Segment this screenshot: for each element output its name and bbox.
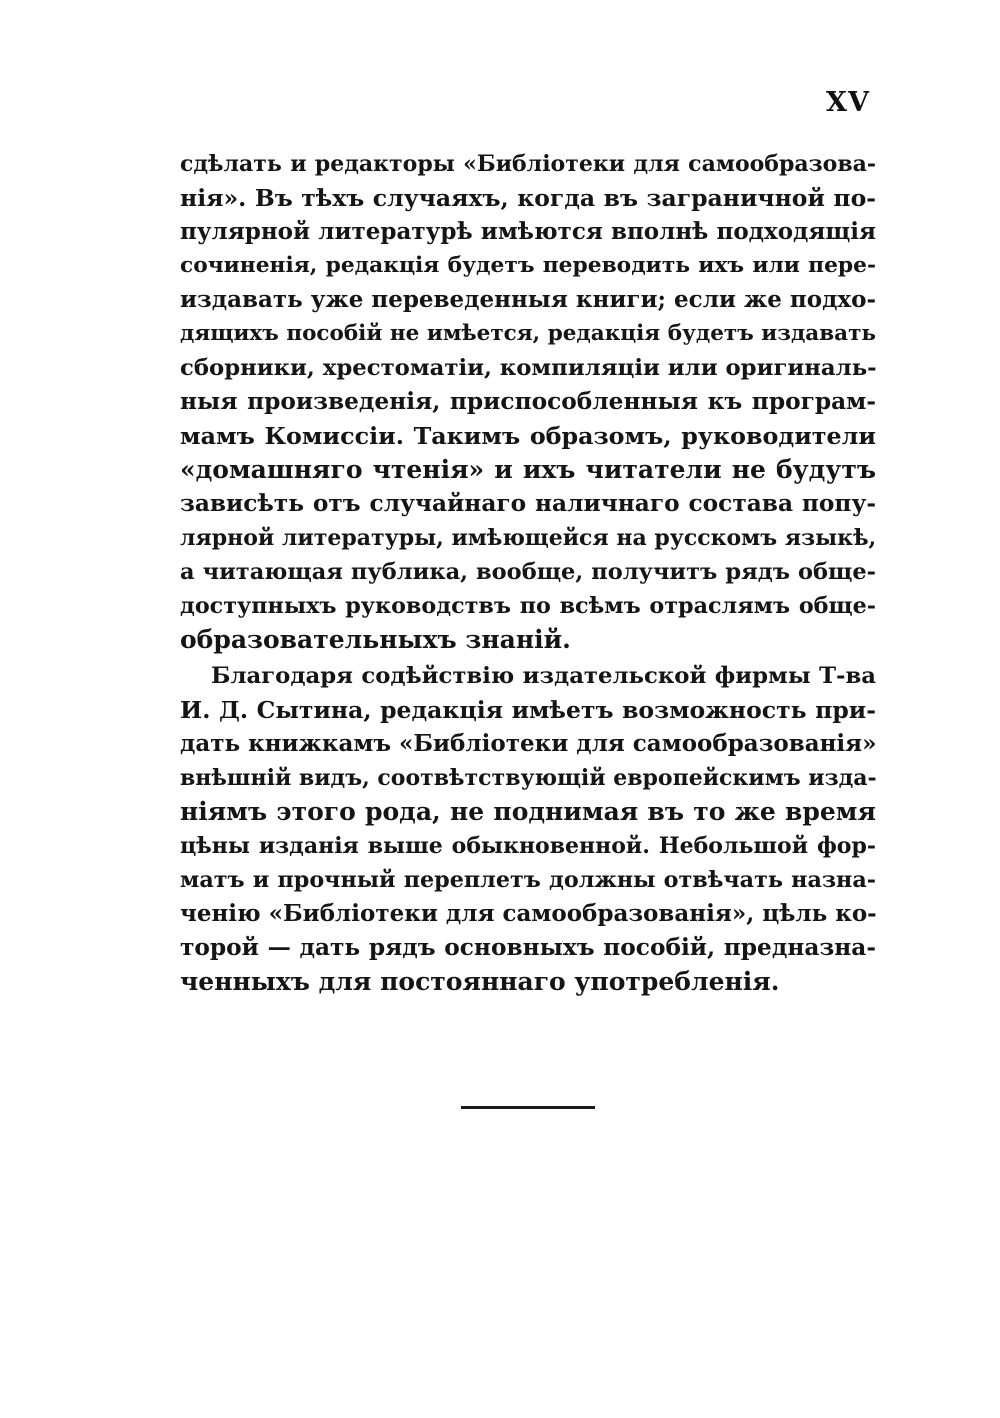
text-line: издавать уже переведенныя книги; если же подхо- (180, 286, 876, 313)
text-line: сдѣлать и редакторы «Библіотеки для самообразова- (180, 151, 876, 177)
text-line: мамъ Комиссіи. Такимъ образомъ, руководители (180, 422, 876, 450)
text-line: матъ и прочный переплетъ должны отвѣчать назна- (180, 867, 876, 893)
section-end-rule (461, 1106, 595, 1109)
text-line: дящихъ пособій не имѣется, редакція будетъ издавать (180, 321, 876, 346)
text-line: дать книжкамъ «Библіотеки для самообразованія» (180, 730, 877, 757)
text-line: ніямъ этого рода, не поднимая въ то же время (180, 797, 876, 826)
text-line: доступныхъ руководствъ по всѣмъ отраслямъ обще- (180, 593, 876, 619)
text-line: пулярной литературѣ имѣются вполнѣ подходящія (180, 218, 876, 245)
text-line: сочиненія, редакція будетъ переводить ихъ или пере- (180, 253, 876, 278)
text-line: И. Д. Сытина, редакція имѣетъ возможность при- (180, 696, 876, 724)
text-line: ченію «Библіотеки для самообразованія», цѣль ко- (180, 900, 877, 927)
text-line: ныя произведенія, приспособленныя къ програм- (180, 388, 876, 415)
paragraph-2 (180, 659, 876, 999)
text-line: нія». Въ тѣхъ случаяхъ, когда въ заграничной по- (180, 184, 876, 212)
text-line: а читающая публика, вообще, получитъ рядъ обще- (180, 559, 876, 585)
page-number: XV (826, 87, 870, 118)
body-text (180, 147, 876, 999)
text-line: «домашняго чтенія» и ихъ читатели не будутъ (180, 455, 876, 484)
text-line: ченныхъ для постояннаго употребленія. (180, 967, 780, 996)
text-line: внѣшній видъ, соотвѣтствующій европейскимъ изда- (180, 765, 877, 791)
text-line: сборники, хрестоматіи, компиляціи или оригиналь- (180, 355, 877, 381)
paragraph-1 (180, 147, 876, 657)
text-line: образовательныхъ знаній. (180, 625, 571, 654)
text-line: зависѣть отъ случайнаго наличнаго состава попу- (180, 490, 876, 517)
text-line: цѣны изданія выше обыкновенной. Небольшой фор- (180, 833, 876, 859)
text-line: Благодаря содѣйствію издательской фирмы Т-ва (211, 663, 876, 689)
text-line: торой — дать рядъ основныхъ пособій, предназна- (180, 934, 876, 961)
text-line: лярной литературы, имѣющейся на русскомъ языкѣ, (180, 525, 877, 551)
